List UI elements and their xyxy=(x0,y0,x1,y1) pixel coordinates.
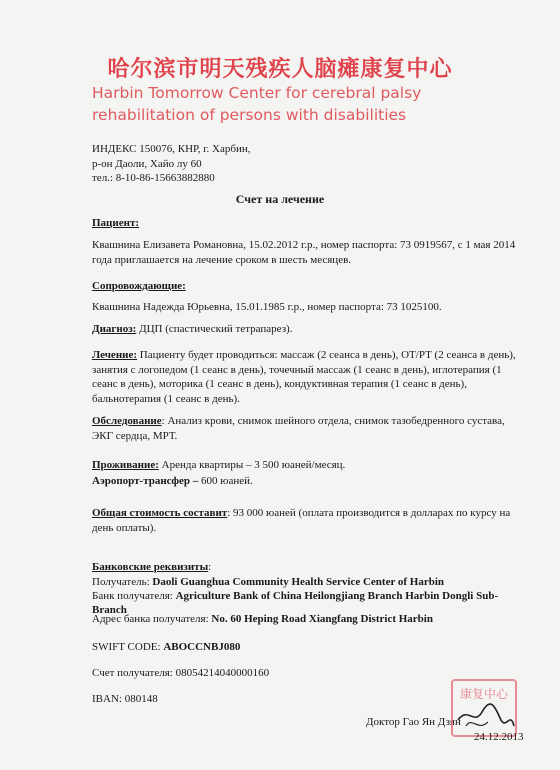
bank-recipient: Получатель: Daoli Guanghua Community Health Service Center of Harbin xyxy=(92,576,445,588)
diagnosis-label: Диагноз: xyxy=(92,323,137,335)
address-line-3: тел.: 8-10-86-15663882880 xyxy=(92,172,215,184)
stamp-text: 康复中心 xyxy=(459,687,509,701)
companion-label: Сопровождающие: xyxy=(92,280,186,292)
accommodation-line xyxy=(92,458,522,473)
document-title: Счет на лечение xyxy=(235,192,325,206)
header-english-name: Harbin Tomorrow Center for cerebral palsy rehabilitation of persons with disabilities xyxy=(92,84,422,124)
bank-heading: Банковские реквизиты: xyxy=(92,561,212,573)
total-label: Общая стоимость составит xyxy=(92,507,228,519)
transfer-label: Аэропорт-трансфер – xyxy=(92,475,199,487)
companion-text: Квашнина Надежда Юрьевна, 15.01.1985 г.р., номер паспорта: 73 1025100. xyxy=(92,301,442,313)
examination-label: Обследование xyxy=(92,415,162,427)
header-chinese-name: 哈尔滨市明天残疾人脑瘫康复中心 xyxy=(107,57,453,82)
address-block xyxy=(92,142,251,186)
total-text: : 93 000 юаней (оплата производится в долларах по курсу на день оплаты). xyxy=(92,507,511,534)
bank-address: Адрес банка получателя: No. 60 Heping Road Xiangfang District Harbin xyxy=(92,613,433,625)
swift-code: SWIFT CODE: ABOCCNBJ080 xyxy=(92,641,241,653)
diagnosis-text: ДЦП (спастический тетрапарез). xyxy=(139,323,293,335)
address-line-1: ИНДЕКС 150076, КНР, г. Харбин, xyxy=(92,143,251,155)
treatment-label: Лечение: xyxy=(92,349,138,361)
transfer-text: 600 юаней. xyxy=(201,475,253,487)
bank-name: Банк получателя: Agriculture Bank of China Heilongjiang Branch Harbin Dongli Sub-Branch xyxy=(92,590,499,616)
transfer-line xyxy=(92,474,522,489)
patient-label: Пациент: xyxy=(92,217,140,229)
doctor-signature-line: Доктор Гао Ян Дзян xyxy=(366,716,461,728)
account-number: Счет получателя: 08054214040000160 xyxy=(92,667,270,679)
total-paragraph xyxy=(92,506,522,535)
treatment-paragraph xyxy=(92,348,522,406)
signature-date: 24.12.2013 xyxy=(474,731,524,743)
examination-paragraph xyxy=(92,414,522,443)
examination-text: : Анализ крови, снимок шейного отдела, снимок тазобедренного сустава, ЭКГ сердца, МРТ. xyxy=(92,415,505,442)
address-line-2: р-он Даоли, Хайо лу 60 xyxy=(92,157,202,170)
diagnosis-line xyxy=(92,322,522,337)
iban: IBAN: 080148 xyxy=(92,693,158,705)
accommodation-label: Проживание: xyxy=(92,459,159,471)
patient-text: Квашнина Елизавета Романовна, 15.02.2012 г.р., номер паспорта: 73 0919567, с 1 мая 2014 года приглашается на лечение сроком в шесть месяцев. xyxy=(92,239,516,266)
accommodation-text: Аренда квартиры – 3 500 юаней/месяц. xyxy=(161,459,346,471)
treatment-text: Пациенту будет проводиться: массаж (2 сеанса в день), ОТ/РТ (2 сеанса в день), занятия с логопедом (1 сеанс в день), точечный массаж (1 сеанс в день), иглотерапия (1 сеанс в день), моторика (1 сеанс в день), кондуктивная терапия (1 сеанс в день), бальнотерапия (1 сеанс в день). xyxy=(92,349,516,405)
